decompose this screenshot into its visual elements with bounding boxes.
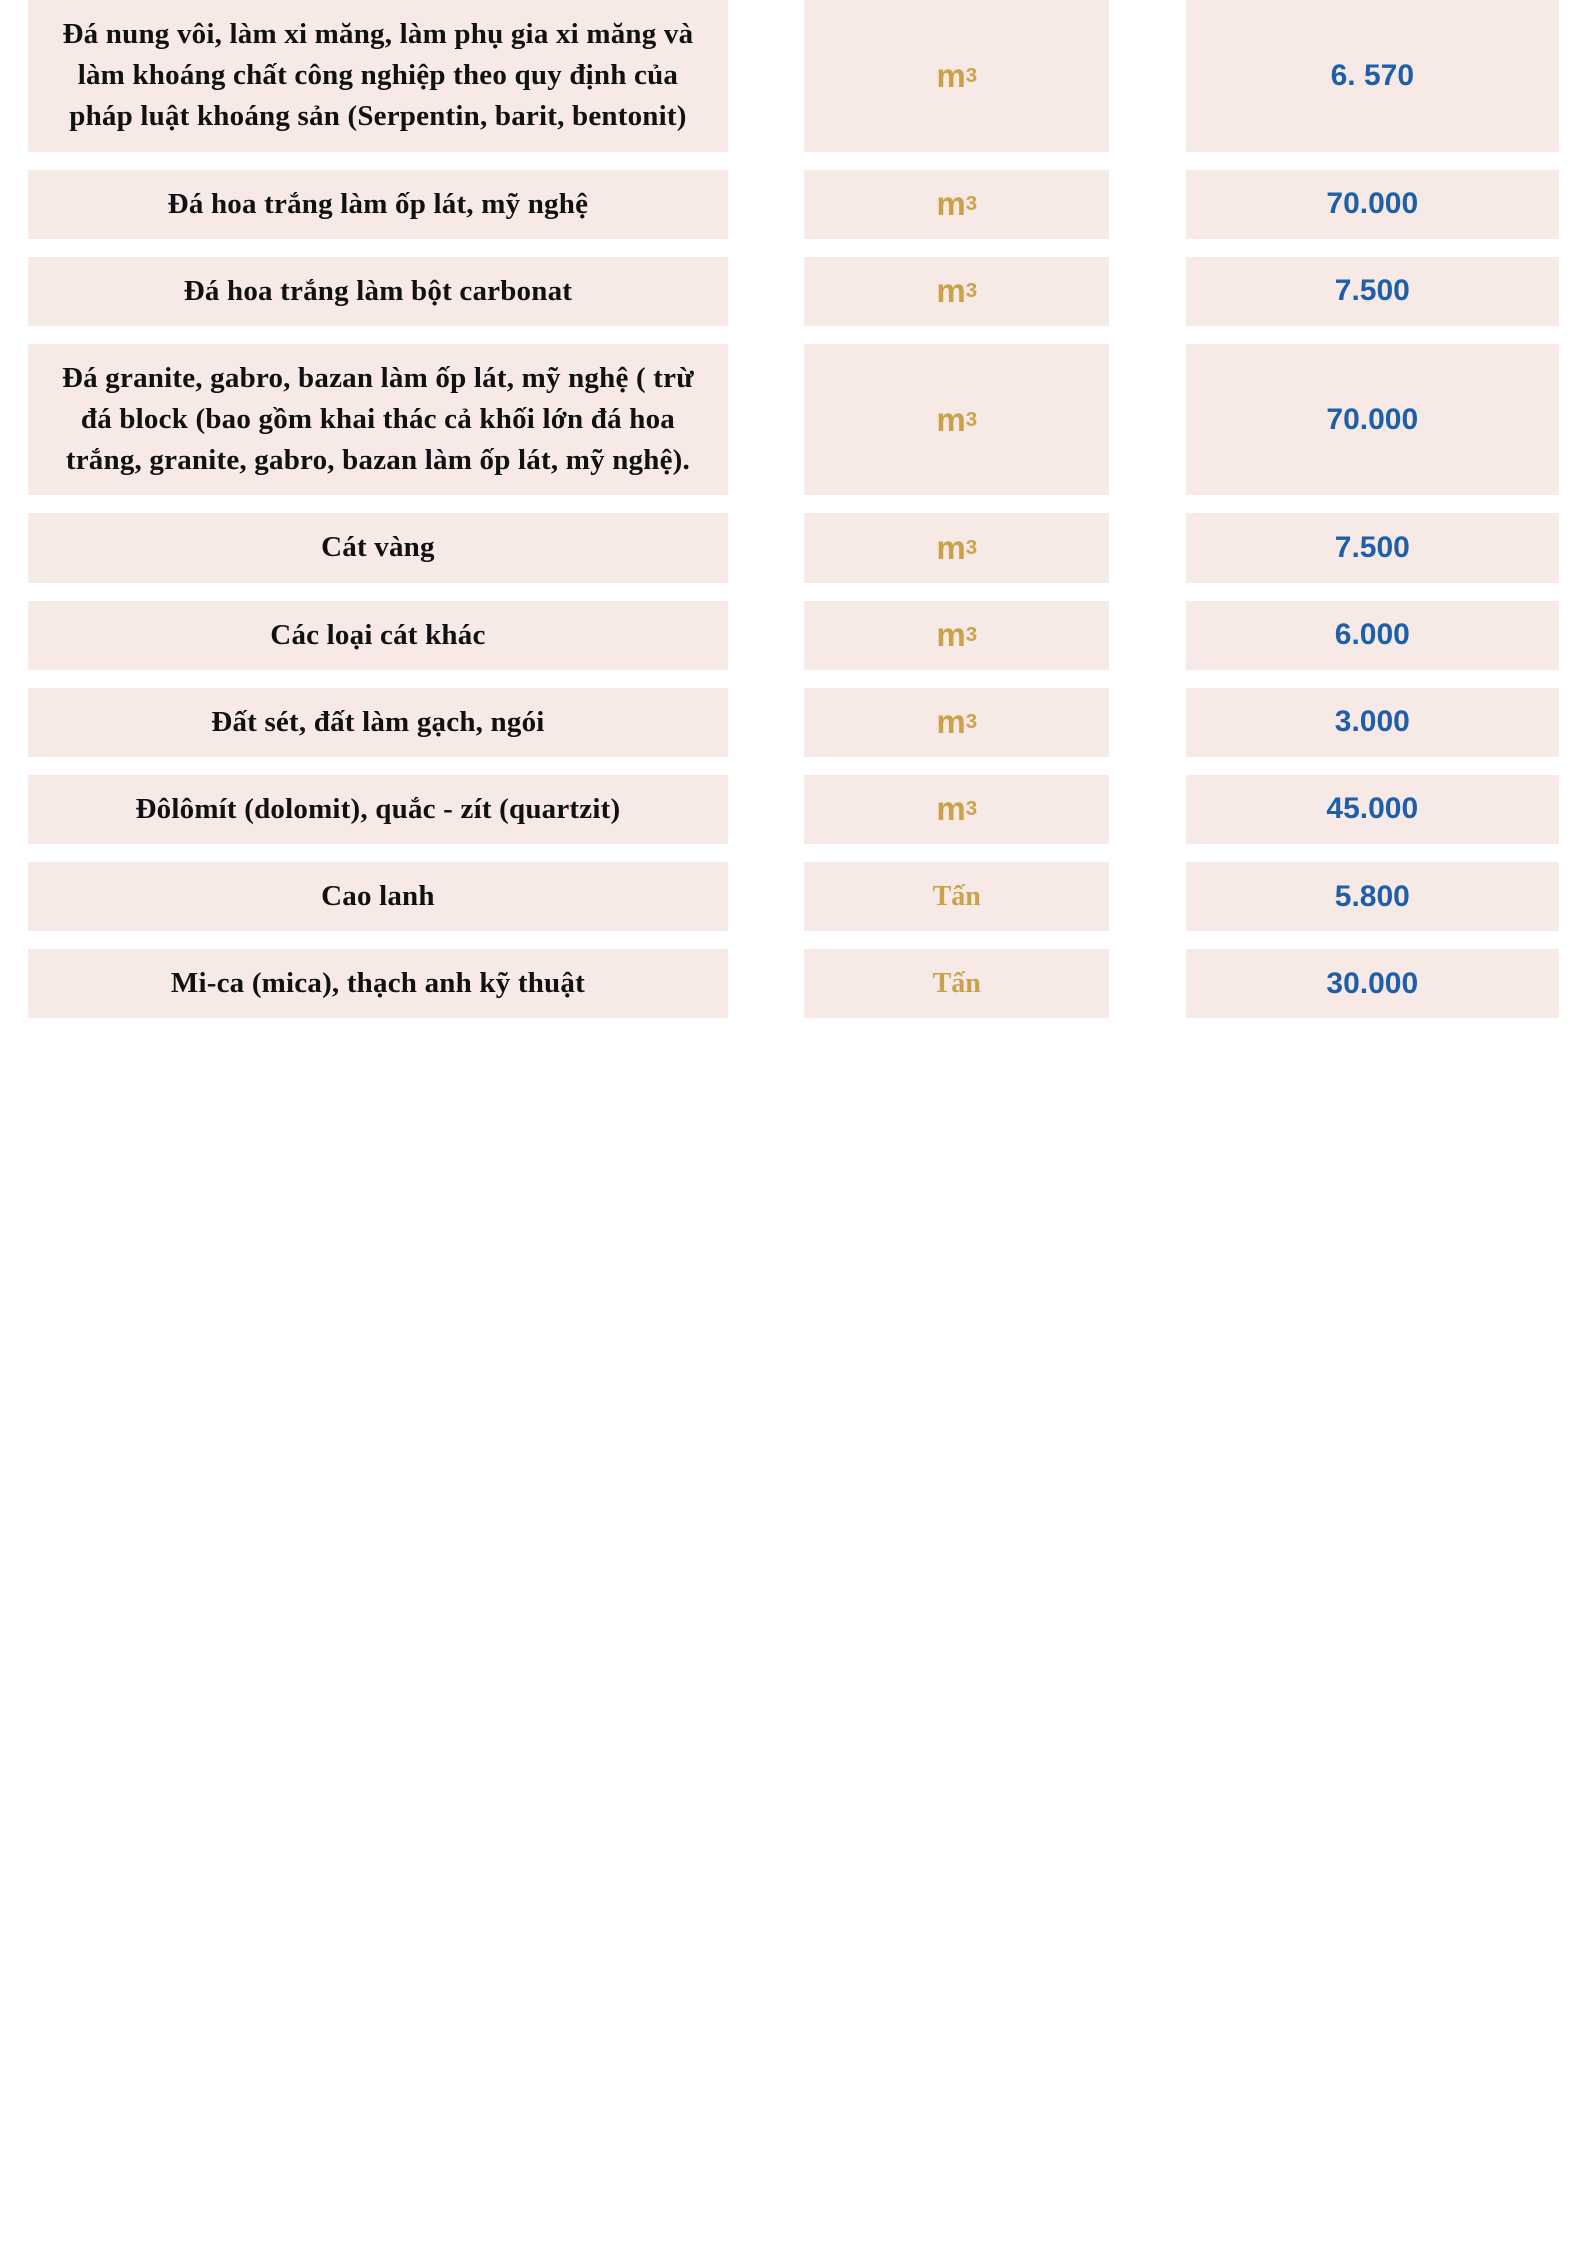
unit-label: m [936, 790, 966, 828]
unit-label: m [936, 185, 966, 223]
table-row [28, 257, 1559, 326]
column-spacer [728, 513, 805, 582]
column-spacer [1109, 170, 1186, 239]
column-spacer [728, 949, 805, 1018]
column-spacer [1109, 601, 1186, 670]
price-cell: 3.000 [1186, 688, 1559, 757]
table-row [28, 688, 1559, 757]
mineral-name-cell: Đôlômít (dolomit), quắc - zít (quartzit) [28, 775, 728, 844]
table-row [28, 862, 1559, 931]
column-spacer [728, 775, 805, 844]
unit-label: m [936, 616, 966, 654]
price-cell: 30.000 [1186, 949, 1559, 1018]
mineral-name-cell: Cát vàng [28, 513, 728, 582]
column-spacer [1109, 775, 1186, 844]
unit-label: m [936, 703, 966, 741]
mineral-name-cell: Mi-ca (mica), thạch anh kỹ thuật [28, 949, 728, 1018]
column-spacer [728, 257, 805, 326]
column-spacer [1109, 862, 1186, 931]
unit-label: m [936, 400, 966, 438]
column-spacer [1109, 344, 1186, 496]
column-spacer [728, 688, 805, 757]
column-spacer [728, 862, 805, 931]
price-cell: 70.000 [1186, 170, 1559, 239]
column-spacer [1109, 257, 1186, 326]
unit-cell [804, 949, 1109, 1018]
column-spacer [728, 601, 805, 670]
mineral-name-cell: Đá hoa trắng làm ốp lát, mỹ nghệ [28, 170, 728, 239]
table-row [28, 513, 1559, 582]
column-spacer [1109, 688, 1186, 757]
table-row [28, 949, 1559, 1018]
mineral-name-cell: Cao lanh [28, 862, 728, 931]
unit-cell: m 3 [804, 513, 1109, 582]
price-cell: 7.500 [1186, 257, 1559, 326]
unit-label: m [936, 272, 966, 310]
unit-label: Tấn [932, 880, 981, 912]
mineral-name-cell: Đá granite, gabro, bazan làm ốp lát, mỹ nghệ ( trừ đá block (bao gồm khai thác cả khối lớn đá hoa trắng, granite, gabro, bazan làm ốp lát, mỹ nghệ). [28, 344, 728, 496]
price-cell: 6.000 [1186, 601, 1559, 670]
unit-cell: m 3 [804, 601, 1109, 670]
price-cell: 7.500 [1186, 513, 1559, 582]
unit-cell: m 3 [804, 170, 1109, 239]
table-row [28, 170, 1559, 239]
unit-label: m [936, 528, 966, 566]
unit-cell: m 3 [804, 775, 1109, 844]
unit-cell: m 3 [804, 0, 1109, 152]
column-spacer [728, 0, 805, 152]
column-spacer [1109, 513, 1186, 582]
column-spacer [728, 170, 805, 239]
table-row [28, 775, 1559, 844]
unit-cell: m 3 [804, 257, 1109, 326]
table-row [28, 344, 1559, 496]
table-row [28, 0, 1559, 152]
mineral-name-cell: Đá hoa trắng làm bột carbonat [28, 257, 728, 326]
mineral-name-cell: Đất sét, đất làm gạch, ngói [28, 688, 728, 757]
unit-cell: m 3 [804, 688, 1109, 757]
mineral-price-table [0, 0, 1587, 1018]
unit-label: Tấn [932, 967, 981, 999]
unit-label: m [936, 56, 966, 94]
mineral-name-cell: Đá nung vôi, làm xi măng, làm phụ gia xi măng và làm khoáng chất công nghiệp theo quy định của pháp luật khoáng sản (Serpentin, barit, bentonit) [28, 0, 728, 152]
mineral-name-cell: Các loại cát khác [28, 601, 728, 670]
unit-cell [804, 862, 1109, 931]
unit-cell: m 3 [804, 344, 1109, 496]
price-cell: 70.000 [1186, 344, 1559, 496]
price-cell: 45.000 [1186, 775, 1559, 844]
column-spacer [728, 344, 805, 496]
column-spacer [1109, 0, 1186, 152]
price-cell: 6. 570 [1186, 0, 1559, 152]
price-cell: 5.800 [1186, 862, 1559, 931]
column-spacer [1109, 949, 1186, 1018]
table-row [28, 601, 1559, 670]
